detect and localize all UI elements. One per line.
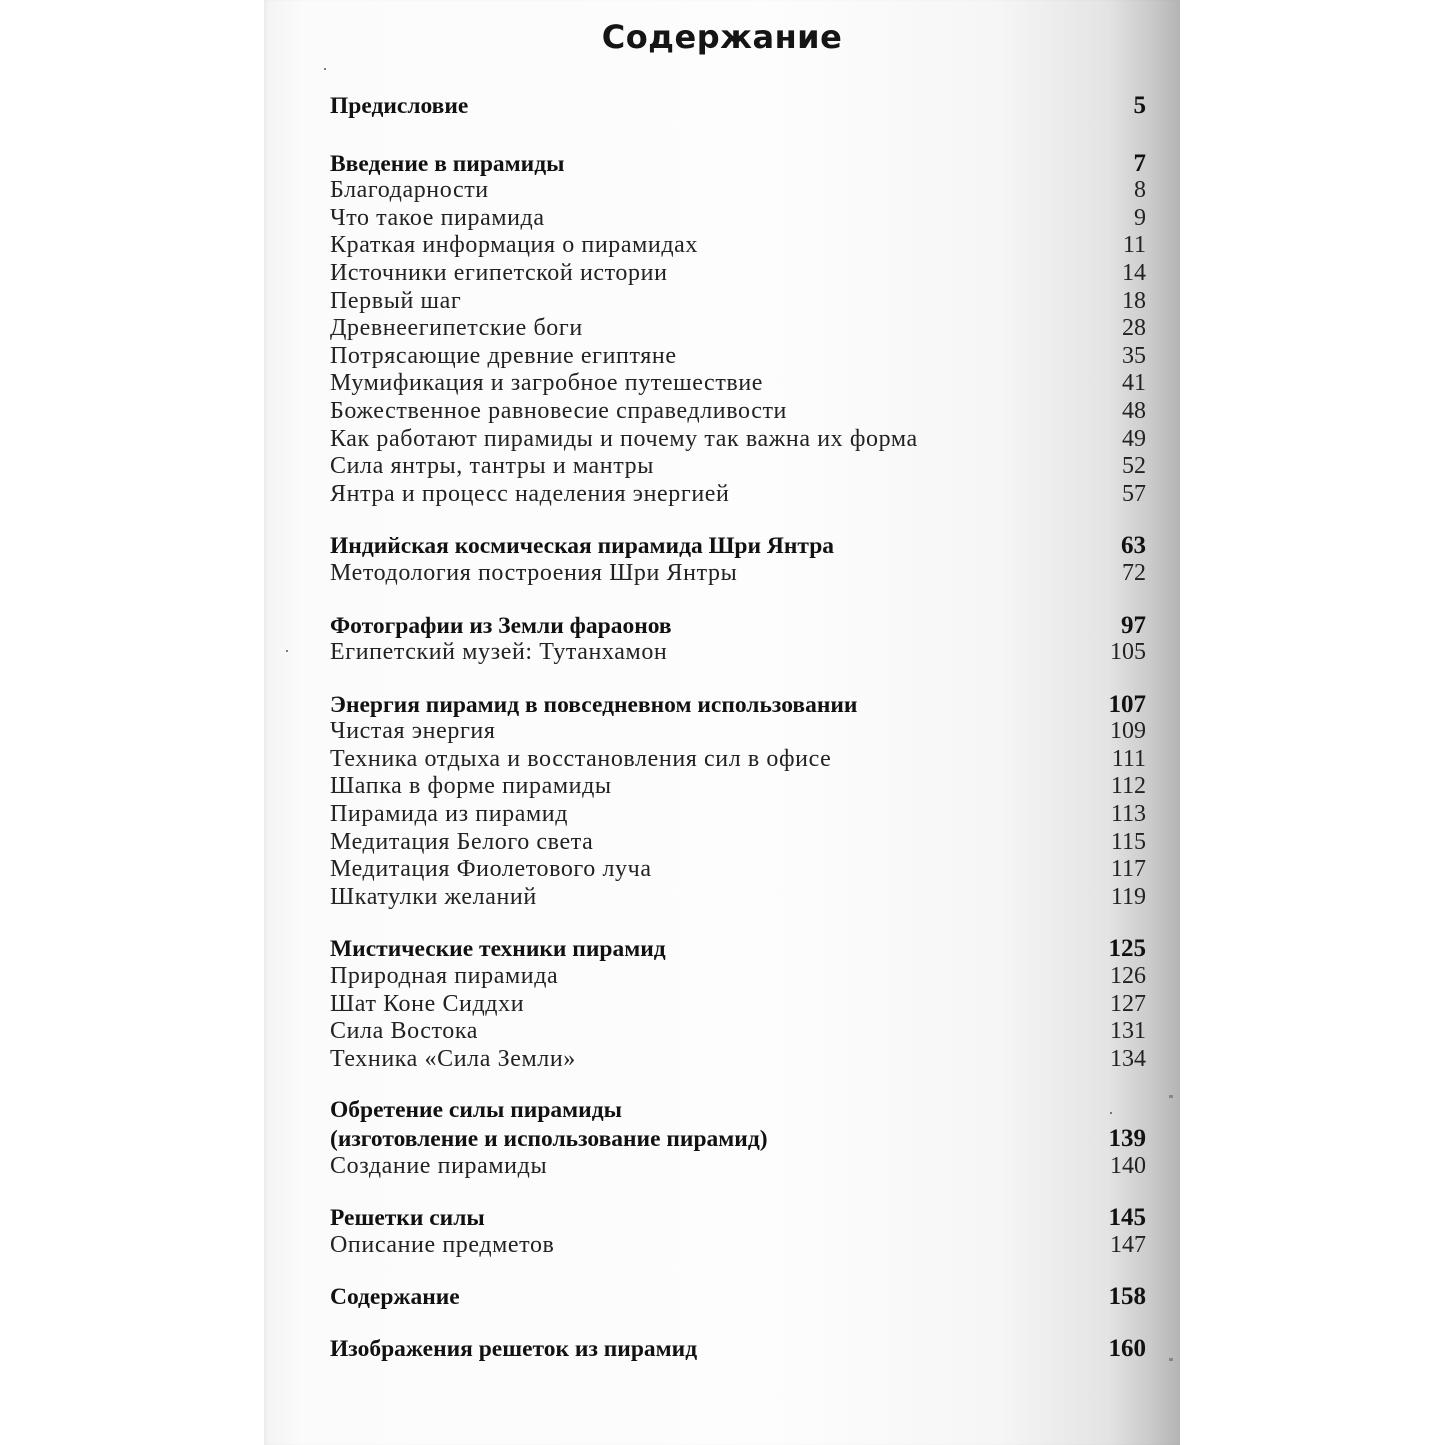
toc-entry-page-number: 147 (1110, 1231, 1146, 1258)
toc-entry-page-number: 28 (1122, 315, 1146, 342)
toc-entry-page-number: 8 (1134, 177, 1146, 204)
toc-entry-row (330, 177, 1146, 205)
toc-entry-label: Шапка в форме пирамиды (330, 773, 612, 800)
toc-entry-page-number: 127 (1110, 990, 1146, 1017)
toc-entry-label: Техника отдыха и восстановления сил в офисе (330, 745, 832, 772)
toc-entry-row (330, 718, 1146, 746)
toc-entry-page-number: 11 (1122, 232, 1146, 259)
toc-heading-label: Изображения решеток из пирамид (330, 1335, 698, 1362)
toc-entry-label: Методология построения Шри Янтры (330, 559, 738, 586)
toc-section (330, 1335, 1146, 1363)
page-title: Содержание (601, 18, 843, 56)
toc-entry-page-number: 18 (1122, 287, 1146, 314)
toc-heading-label: Решетки силы (330, 1205, 485, 1232)
toc-entry-row (330, 1153, 1146, 1181)
toc-heading-page-number: 125 (1108, 935, 1146, 963)
toc-entry-row (330, 560, 1146, 588)
toc-section (330, 1204, 1146, 1259)
toc-entry-page-number: 119 (1110, 883, 1146, 910)
toc-entry-page-number: 112 (1110, 773, 1146, 800)
toc-entry-label: Медитация Фиолетового луча (330, 856, 652, 883)
toc-section (330, 1097, 1146, 1180)
toc-heading-page-number: 158 (1108, 1283, 1146, 1311)
toc-entry-label: Сила янтры, тантры и мантры (330, 453, 654, 480)
toc-entry-page-number: 57 (1122, 480, 1146, 507)
toc-entry-label: Что такое пирамида (330, 204, 545, 231)
toc-entry-label: Медитация Белого света (330, 828, 594, 855)
toc-entry-page-number: 72 (1122, 559, 1146, 586)
toc-entry-label: Первый шаг (330, 287, 462, 314)
toc-section (330, 612, 1146, 667)
toc-entry-page-number: 111 (1111, 745, 1146, 772)
toc-entry-label: Источники египетской истории (330, 259, 668, 286)
toc-entry-page-number: 9 (1134, 204, 1146, 231)
toc-entry-label: Краткая информация о пирамидах (330, 232, 699, 259)
toc-heading-page-number: 63 (1121, 532, 1146, 560)
toc-entry-page-number: 131 (1110, 1018, 1146, 1045)
toc-entry-page-number: 115 (1110, 828, 1146, 855)
toc-entry-row (330, 746, 1146, 774)
toc-entry-page-number: 126 (1110, 963, 1146, 990)
toc-heading-label: Содержание (330, 1284, 460, 1311)
toc-entry-label: Мумификация и загробное путешествие (330, 370, 764, 397)
toc-heading-row (330, 1097, 1146, 1125)
toc-heading-label: Введение в пирамиды (330, 150, 565, 177)
toc-heading-label: Обретение силы пирамиды (330, 1097, 622, 1124)
toc-heading-row (330, 150, 1146, 178)
toc-heading-row (330, 92, 1146, 120)
toc-entry-row (330, 398, 1146, 426)
toc-entry-row (330, 205, 1146, 233)
scan-speck (1110, 1112, 1112, 1114)
toc-entry-page-number: 14 (1122, 259, 1146, 286)
toc-section (330, 1283, 1146, 1311)
toc-heading-page-number: 5 (1133, 92, 1146, 119)
toc-section (330, 935, 1146, 1073)
toc-heading-page-number: 139 (1108, 1125, 1146, 1152)
scan-speck (324, 68, 326, 70)
toc-heading-page-number: 145 (1108, 1204, 1146, 1232)
toc-entry-page-number: 35 (1122, 342, 1146, 369)
scan-speck (286, 650, 288, 652)
toc-entry-row (330, 315, 1146, 343)
toc-entry-page-number: 113 (1110, 801, 1146, 828)
toc-entry-label: Описание предметов (330, 1231, 555, 1258)
toc-entry-page-number: 140 (1110, 1152, 1146, 1179)
toc-heading-label: Предисловие (330, 93, 469, 119)
toc-entry-label: Потрясающие древние египтяне (330, 342, 677, 369)
toc-entry-label: Египетский музей: Тутанхамон (330, 639, 668, 666)
toc-heading-row (330, 1283, 1146, 1311)
toc-section (330, 532, 1146, 587)
toc-entry-label: Природная пирамида (330, 963, 559, 990)
toc-heading-page-number: 7 (1133, 149, 1146, 177)
toc-entry-label: Благодарности (330, 177, 489, 204)
toc-entry-row (330, 639, 1146, 667)
toc-entry-label: Создание пирамиды (330, 1152, 548, 1179)
toc-entry-row (330, 260, 1146, 288)
toc-section (330, 92, 1146, 120)
toc-heading-row (330, 1335, 1146, 1363)
toc-entry-page-number: 109 (1110, 718, 1146, 745)
toc-heading-row (330, 612, 1146, 640)
toc-entry-label: Шкатулки желаний (330, 883, 537, 910)
toc-entry-label: Янтра и процесс наделения энергией (330, 480, 730, 507)
toc-heading-label: Фотографии из Земли фараонов (330, 612, 672, 639)
toc-heading-row (330, 1125, 1146, 1153)
toc-entry-row (330, 343, 1146, 371)
toc-heading-label-continued: (изготовление и использование пирамид) (330, 1126, 768, 1152)
toc-entry-row (330, 856, 1146, 884)
toc-heading-row (330, 691, 1146, 719)
book-page (264, 0, 1180, 1445)
toc-heading-label: Мистические техники пирамид (330, 936, 666, 963)
toc-entry-row (330, 426, 1146, 454)
toc-heading-page-number: 107 (1108, 690, 1146, 718)
toc-heading-row (330, 532, 1146, 560)
toc-heading-page-number: 97 (1121, 611, 1146, 639)
toc-entry-label: Шат Коне Сиддхи (330, 990, 525, 1017)
toc-entry-page-number: 105 (1110, 639, 1146, 666)
toc-entry-row (330, 801, 1146, 829)
toc-entry-row (330, 1046, 1146, 1074)
toc-entry-page-number: 134 (1110, 1045, 1146, 1072)
toc-entry-label: Пирамида из пирамид (330, 801, 569, 828)
toc-entry-row (330, 481, 1146, 509)
toc-entry-row (330, 991, 1146, 1019)
table-of-contents (330, 92, 1146, 1387)
toc-entry-label: Сила Востока (330, 1018, 479, 1045)
toc-heading-row (330, 1204, 1146, 1232)
toc-entry-page-number: 52 (1122, 453, 1146, 480)
toc-entry-row (330, 453, 1146, 481)
toc-entry-page-number: 117 (1110, 856, 1146, 883)
scan-edge-mark (1169, 1095, 1173, 1098)
toc-heading-row (330, 935, 1146, 963)
toc-entry-row (330, 963, 1146, 991)
toc-section (330, 691, 1146, 912)
toc-entry-row (330, 773, 1146, 801)
toc-entry-page-number: 48 (1122, 397, 1146, 424)
toc-entry-label: Как работают пирамиды и почему так важна их форма (330, 425, 918, 452)
toc-heading-label: Индийская космическая пирамида Шри Янтра (330, 533, 835, 560)
toc-section (330, 150, 1146, 509)
scan-edge-mark (1169, 1358, 1173, 1361)
toc-entry-row (330, 1018, 1146, 1046)
toc-heading-label: Энергия пирамид в повседневном использовании (330, 691, 858, 718)
toc-entry-row (330, 370, 1146, 398)
toc-entry-label: Чистая энергия (330, 718, 496, 745)
toc-entry-row (330, 884, 1146, 912)
toc-entry-row (330, 829, 1146, 857)
toc-entry-label: Божественное равновесие справедливости (330, 397, 787, 424)
toc-entry-row (330, 288, 1146, 316)
toc-entry-page-number: 41 (1122, 370, 1146, 397)
toc-entry-label: Древнеегипетские боги (330, 315, 583, 342)
toc-entry-page-number: 49 (1122, 425, 1146, 452)
toc-heading-page-number: 160 (1108, 1334, 1146, 1362)
toc-entry-row (330, 232, 1146, 260)
toc-entry-label: Техника «Сила Земли» (330, 1045, 576, 1072)
toc-entry-row (330, 1232, 1146, 1260)
